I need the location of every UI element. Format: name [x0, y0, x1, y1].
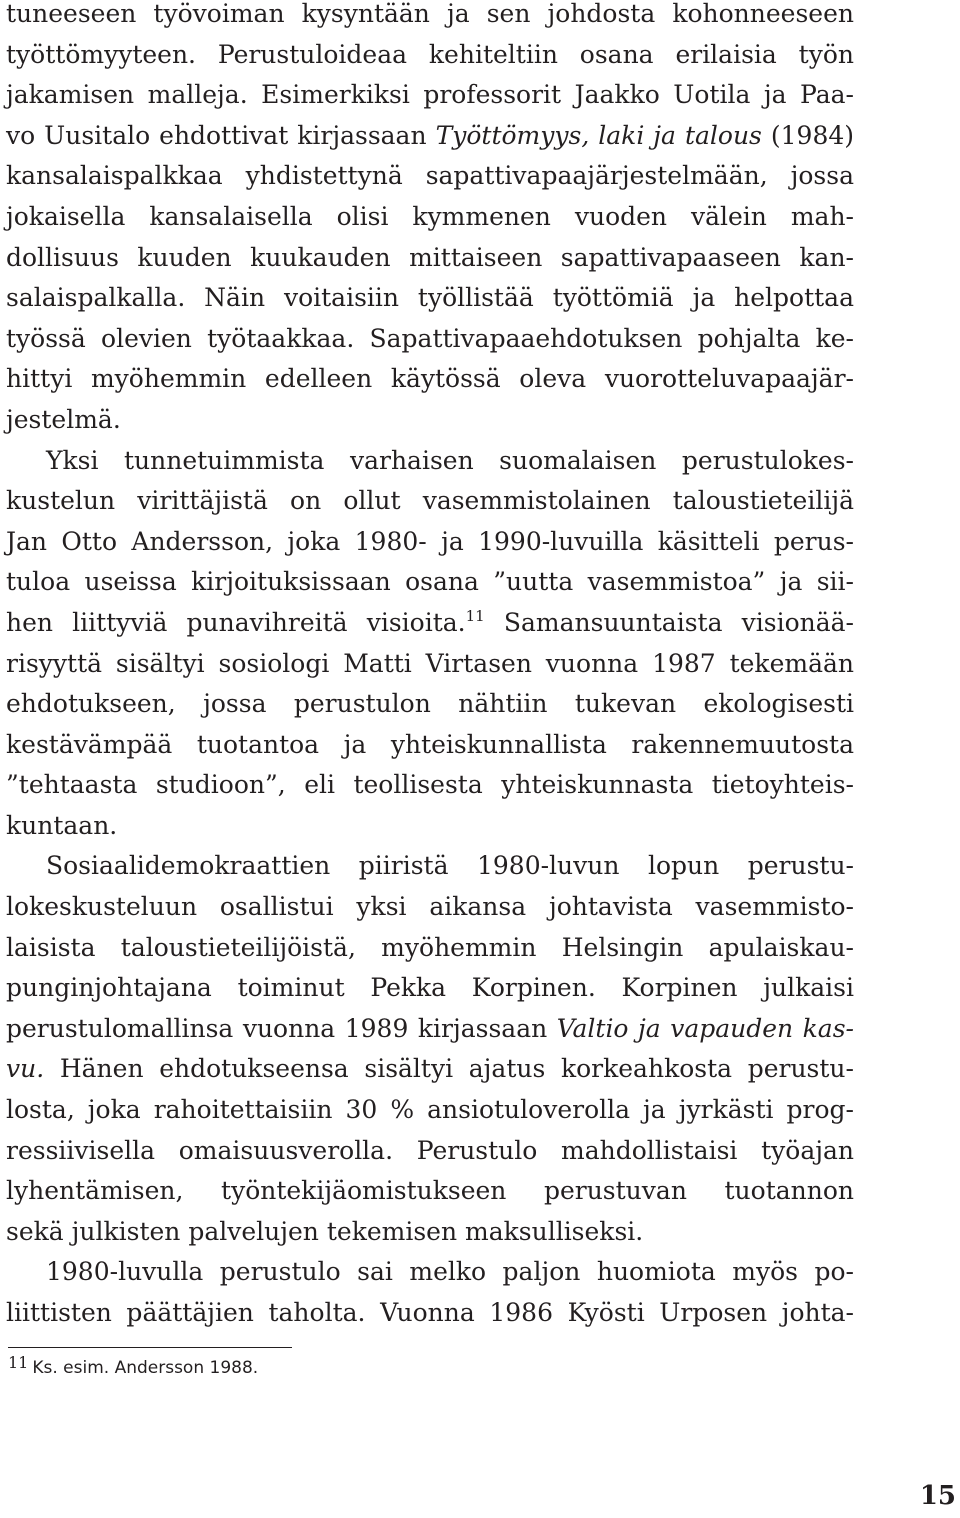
- paragraph-1-line-7: dollisuus kuuden kuukauden mittaiseen sapattivapaaseen kan-: [6, 242, 854, 272]
- book-title-valtio: Valtio ja vapauden kas-: [556, 1013, 854, 1043]
- paragraph-3-line-6: [6, 1049, 854, 1090]
- paragraph-3-line-3: laisista taloustieteilijöistä, myöhemmin Helsingin apulaiskau-: [6, 932, 854, 962]
- paragraph-3-line-6-text: Hänen ehdotukseensa sisältyi ajatus korkeahkosta perustu-: [44, 1054, 854, 1084]
- paragraph-3-line-2: lokeskusteluun osallistui yksi aikansa johtavista vasemmisto-: [6, 892, 854, 922]
- footnote-text: Ks. esim. Andersson 1988.: [32, 1358, 259, 1378]
- paragraph-2-line-4: tuloa useissa kirjoituksissaan osana ”uutta vasemmistoa” ja sii-: [6, 567, 854, 597]
- page-number: 15: [919, 1481, 956, 1511]
- paragraph-1-line-6: jokaisella kansalaisella olisi kymmenen vuoden välein mah-: [6, 201, 854, 231]
- paragraph-2-line-3: Jan Otto Andersson, joka 1980- ja 1990-luvuilla käsitteli perus-: [6, 526, 854, 556]
- paragraph-4-line-2: liittisten päättäjien taholta. Vuonna 1986 Kyösti Urposen johta-: [6, 1298, 854, 1327]
- paragraph-1-line-4-year: (1984): [761, 120, 855, 150]
- paragraph-2-line-5: [6, 603, 854, 644]
- paragraph-2-line-5-rest: Samansuuntaista visionää-: [484, 607, 854, 637]
- paragraph-2-line-8: kestävämpää tuotantoa ja yhteiskunnallista rakennemuutosta: [6, 729, 854, 759]
- paragraph-1-line-2: työttömyyteen. Perustuloideaa kehiteltiin osana erilaisia työn: [6, 39, 854, 69]
- paragraph-2-line-9: ”tehtaasta studioon”, eli teollisesta yhteiskunnasta tietoyhteis-: [6, 770, 854, 800]
- book-title-tyottomyys: Työttömyys, laki ja talous: [435, 120, 762, 150]
- paragraph-2-line-1: Yksi tunnetuimmista varhaisen suomalaisen perustulokes-: [46, 445, 854, 475]
- paragraph-1-line-9: työssä olevien työtaakkaa. Sapattivapaaehdotuksen pohjalta ke-: [6, 323, 854, 353]
- paragraph-1-line-10: hittyi myöhemmin edelleen käytössä oleva vuorotteluvapaajär-: [6, 364, 854, 394]
- footnote-reference: 11: [465, 606, 485, 625]
- paragraph-1-line-8: salaispalkalla. Näin voitaisiin työllistää työttömiä ja helpottaa: [6, 283, 854, 313]
- paragraph-3-line-1: Sosiaalidemokraattien piiristä 1980-luvun lopun perustu-: [46, 851, 854, 881]
- paragraph-3-line-10: sekä julkisten palvelujen tekemisen maksulliseksi.: [6, 1216, 644, 1246]
- paragraph-1-line-11: jestelmä.: [6, 404, 121, 434]
- paragraph-3-line-5-text: perustulomallinsa vuonna 1989 kirjassaan: [6, 1013, 557, 1043]
- body-text: [6, 0, 854, 1334]
- paragraph-1-line-4: [6, 116, 854, 157]
- paragraph-1-line-1: tuneeseen työvoiman kysyntään ja sen johdosta kohonneeseen: [6, 0, 854, 28]
- paragraph-1-line-3: jakamisen malleja. Esimerkiksi professorit Jaakko Uotila ja Paa-: [6, 80, 854, 110]
- paragraph-2-line-2: kustelun virittäjistä on ollut vasemmistolainen taloustieteilijä: [6, 486, 854, 516]
- paragraph-3-line-8: ressiivisella omaisuusverolla. Perustulo mahdollistaisi työajan: [6, 1135, 854, 1165]
- paragraph-4-line-1: 1980-luvulla perustulo sai melko paljon huomiota myös po-: [46, 1257, 854, 1287]
- footnote-number: 11: [8, 1353, 29, 1372]
- footnote: [8, 1353, 259, 1380]
- paragraph-1-line-5: kansalaispalkkaa yhdistettynä sapattivapaajärjestelmään, jossa: [6, 161, 854, 191]
- paragraph-3-line-9: lyhentämisen, työntekijäomistukseen perustuvan tuotannon: [6, 1176, 854, 1206]
- paragraph-2-line-7: ehdotukseen, jossa perustulon nähtiin tukevan ekologisesti: [6, 689, 854, 719]
- book-title-valtio-end: vu.: [6, 1054, 45, 1084]
- paragraph-3-line-5: [6, 1009, 854, 1050]
- paragraph-3-line-4: punginjohtajana toiminut Pekka Korpinen. Korpinen julkaisi: [6, 973, 854, 1003]
- paragraph-2-line-10: kuntaan.: [6, 810, 118, 840]
- paragraph-2-line-6: risyyttä sisältyi sosiologi Matti Virtasen vuonna 1987 tekemään: [6, 648, 854, 678]
- footnote-divider: [8, 1347, 292, 1348]
- paragraph-1-line-4-text: vo Uusitalo ehdottivat kirjassaan: [6, 120, 436, 150]
- paragraph-3-line-7: losta, joka rahoitettaisiin 30 % ansiotuloverolla ja jyrkästi prog-: [6, 1095, 854, 1125]
- paragraph-2-line-5-text: hen liittyviä punavihreitä visioita.: [6, 607, 466, 637]
